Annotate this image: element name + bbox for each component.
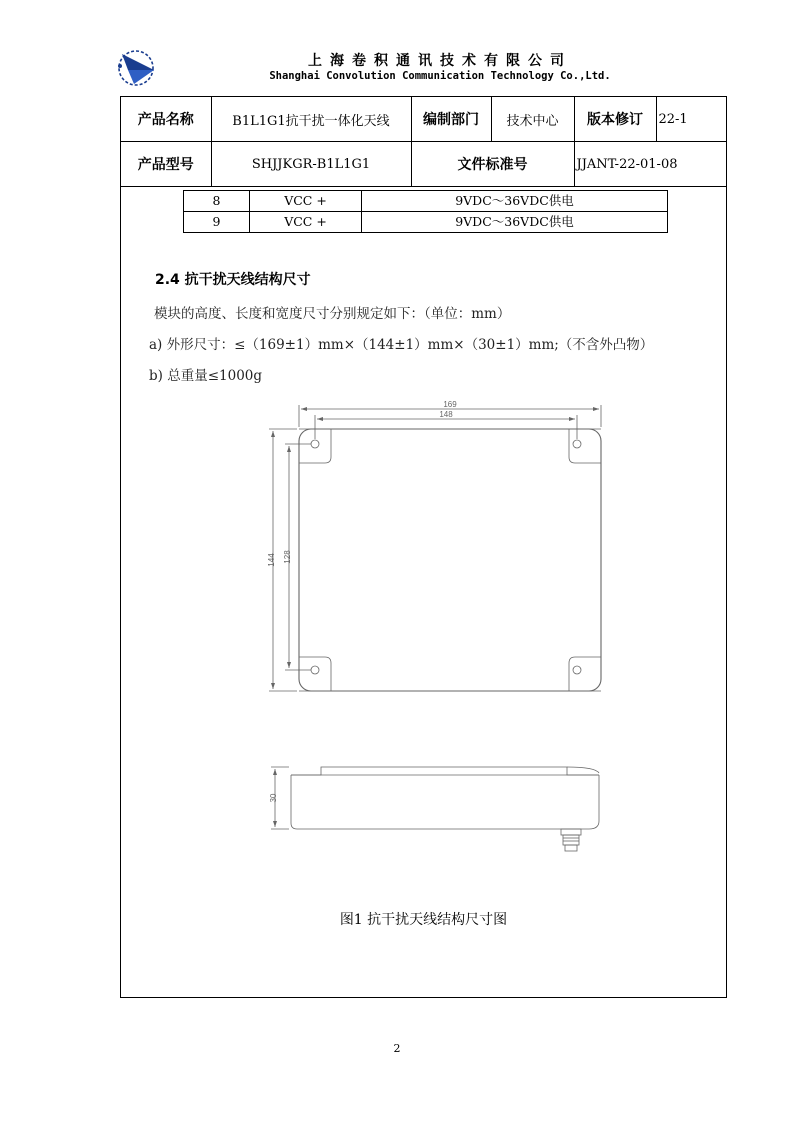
spec-weight: b) 总重量≤1000g [149,368,263,384]
company-name-en: Shanghai Convolution Communication Technology Co.,Ltd. [269,70,611,82]
dim-30: 30 [269,793,278,803]
pin-name: VCC + [250,212,362,233]
table-row [184,212,668,233]
dim-148: 148 [439,410,453,419]
pin-name: VCC + [250,191,362,212]
product-name-value: B1L1G1抗干扰一体化天线 [211,97,411,142]
model-label: 产品型号 [121,142,211,187]
pin-no: 8 [184,191,250,212]
pin-table [183,190,668,233]
section-intro: 模块的高度、长度和宽度尺寸分别规定如下：（单位：mm） [154,306,511,322]
dim-144: 144 [267,553,276,567]
section-title: 2.4 抗干扰天线结构尺寸 [155,272,311,288]
spec-dimensions: a) 外形尺寸：≤（169±1）mm×（144±1）mm×（30±1）mm;（不含外凸物） [149,337,654,353]
revision-value: 22-1 [656,97,726,142]
dim-128: 128 [283,550,292,564]
dept-value: 技术中心 [491,97,574,142]
dim-169: 169 [443,400,457,409]
doc-no-value: JJANT-22-01-08 [574,142,726,187]
doc-no-label: 文件标准号 [411,142,574,187]
table-row [184,191,668,212]
model-value: SHJJKGR-B1L1G1 [211,142,411,187]
company-logo-icon [114,44,160,90]
page-frame [120,96,727,998]
revision-label: 版本修订 [574,97,656,142]
pin-no: 9 [184,212,250,233]
company-name-cn: 上海卷积通讯技术有限公司 [308,53,572,69]
pin-desc: 9VDC～36VDC供电 [362,212,668,233]
page-number: 2 [393,1042,401,1055]
figure-caption: 图1 抗干扰天线结构尺寸图 [339,912,508,928]
info-table [121,97,726,187]
structure-drawing [261,397,611,857]
dept-label: 编制部门 [411,97,491,142]
pin-desc: 9VDC～36VDC供电 [362,191,668,212]
product-name-label: 产品名称 [121,97,211,142]
